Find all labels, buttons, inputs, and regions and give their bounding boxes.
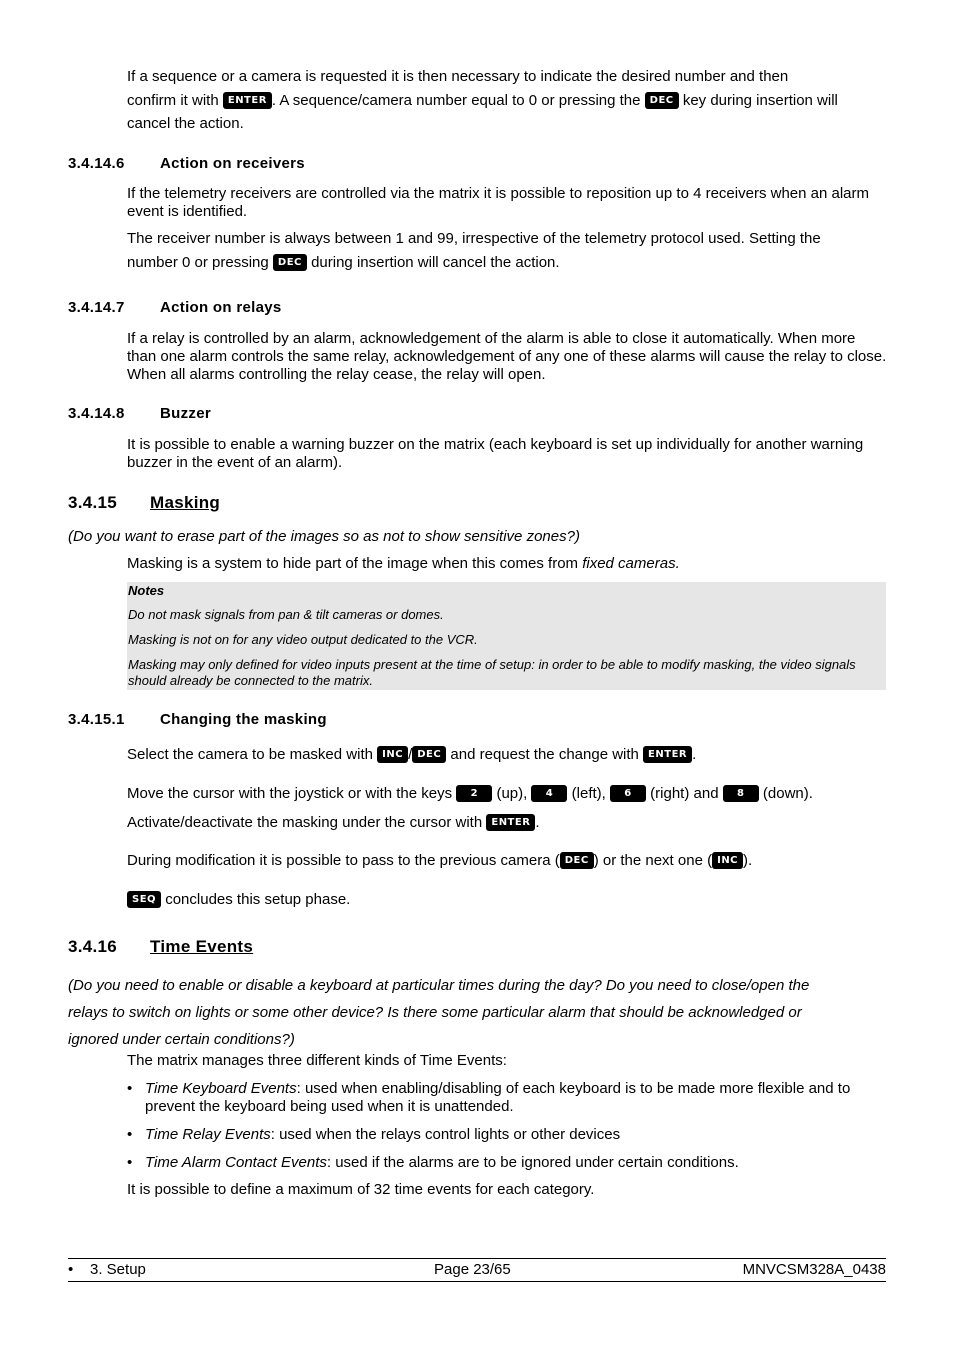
list-item-text: : used when enabling/disabling of each keyboard is to be made more flexible and to prevent the keyboard being used when it is unattended. [145,1080,851,1115]
changing-text: . [535,814,540,831]
changing-text: . [692,746,697,763]
section-title: Buzzer [160,405,211,422]
receivers-text: during insertion will cancel the action. [311,254,560,271]
section-title: Action on relays [160,299,282,316]
changing-text: (down). [762,785,813,802]
section-heading-receivers [68,155,305,172]
changing-text: and request the change with [450,746,639,763]
inc-key-icon: INC [377,746,408,763]
key-4-icon: 4 [531,785,567,802]
note-2: Masking is not on for any video output dedicated to the VCR. [128,632,478,647]
note-1: Do not mask signals from pan & tilt cameras or domes. [128,607,444,622]
relays-paragraph: If a relay is controlled by an alarm, acknowledgement of the alarm is able to close it automatically. When more than one alarm controls the same relay, acknowledgement of any one of these alarms will cause the relay to close. When all alarms controlling the relay cease, the relay will open. [127,330,887,383]
time-events-max: It is possible to define a maximum of 32 time events for each category. [127,1181,595,1198]
seq-key-icon: SEQ [127,891,161,908]
enter-key-icon: ENTER [486,814,535,831]
changing-line-4 [127,852,887,870]
section-heading-buzzer [68,405,211,422]
inc-key-icon: INC [712,852,743,869]
changing-text: ). [743,852,753,869]
list-item-term: Time Relay Events [145,1126,271,1143]
changing-text: / [408,746,413,763]
masking-text: Masking is a system to hide part of the image when this comes from [127,555,579,572]
list-item [145,1154,887,1172]
masking-question: (Do you want to erase part of the images so as not to show sensitive zones?) [68,528,580,545]
changing-line-3 [127,814,887,832]
section-heading-masking [68,493,220,513]
list-item-text: : used when the relays control lights or other devices [270,1126,621,1143]
masking-paragraph [127,555,887,573]
receivers-line [127,254,887,272]
section-number: 3.4.14.7 [68,299,125,316]
intro-line-1: If a sequence or a camera is requested it is then necessary to indicate the desired number and then [127,68,789,85]
notes-box [127,582,886,690]
bullet-icon: • [127,1080,133,1097]
time-events-paragraph: The matrix manages three different kinds of Time Events: [127,1052,507,1069]
section-title: Action on receivers [160,155,305,172]
intro-line-2 [127,92,887,115]
receivers-paragraph-2 [127,230,887,272]
intro-line-3: cancel the action. [127,115,244,132]
changing-text: (up), [496,785,528,802]
changing-text: ) or the next one ( [593,852,713,869]
changing-text: (left), [571,785,606,802]
changing-line-1 [127,746,887,764]
dec-key-icon: DEC [560,852,594,869]
section-heading-time-events [68,937,253,957]
receivers-line: The receiver number is always between 1 and 99, irrespective of the telemetry protocol used. Setting the [127,230,821,247]
footer-rule-bottom [68,1281,886,1282]
question-line: relays to switch on lights or some other device? Is there some particular alarm that should be acknowledged or [68,1004,802,1021]
receivers-paragraph-1: If the telemetry receivers are controlled via the matrix it is possible to reposition up to 4 receivers when an alarm event is identified. [127,185,870,220]
changing-text: Move the cursor with the joystick or with the keys [127,785,453,802]
section-number: 3.4.14.6 [68,155,125,172]
section-heading-relays [68,299,282,316]
enter-key-icon: ENTER [643,746,692,763]
changing-text: Select the camera to be masked with [127,746,373,763]
section-number: 3.4.15 [68,493,118,512]
receivers-text: number 0 or pressing [127,254,269,271]
intro-paragraph [127,68,887,133]
section-title: Changing the masking [160,711,327,728]
intro-text: confirm it with [127,92,219,109]
dec-key-icon: DEC [645,92,679,109]
key-6-icon: 6 [610,785,646,802]
note-3: Masking may only defined for video inputs present at the time of setup: in order to be able to modify masking, the video signals should already be connected to the matrix. [128,657,856,688]
intro-text: key during insertion will [682,92,838,109]
section-heading-changing-masking [68,711,327,728]
notes-title: Notes [128,583,165,598]
key-2-icon: 2 [456,785,492,802]
question-line: ignored under certain conditions?) [68,1031,295,1048]
time-events-question [68,972,888,1053]
section-number: 3.4.15.1 [68,711,125,728]
bullet-icon: • [127,1154,133,1171]
masking-text-italic: fixed cameras. [582,555,680,572]
section-number: 3.4.16 [68,937,118,956]
dec-key-icon: DEC [412,746,446,763]
intro-text: . A sequence/camera number equal to 0 or pressing the [271,92,641,109]
footer-page-number: Page 23/65 [434,1261,511,1278]
buzzer-paragraph: It is possible to enable a warning buzzer on the matrix (each keyboard is set up individually for another warning buzzer in the event of an alarm). [127,436,864,471]
changing-text: concludes this setup phase. [165,891,351,908]
changing-text: During modification it is possible to pass to the previous camera ( [127,852,560,869]
section-number: 3.4.14.8 [68,405,125,422]
question-line: (Do you need to enable or disable a keyboard at particular times during the day? Do you need to close/open the [68,977,810,994]
dec-key-icon: DEC [273,254,307,271]
section-title: Masking [150,493,221,512]
list-item-term: Time Alarm Contact Events [145,1154,327,1171]
list-item-text: : used if the alarms are to be ignored under certain conditions. [326,1154,739,1171]
changing-line-2 [127,785,887,803]
footer-document-code: MNVCSM328A_0438 [742,1261,886,1278]
list-item [145,1126,887,1144]
enter-key-icon: ENTER [223,92,272,109]
footer-bullet: • [68,1261,74,1278]
footer-rule-top [68,1258,886,1259]
changing-text: Activate/deactivate the masking under the cursor with [127,814,483,831]
changing-line-5 [127,891,887,909]
section-title: Time Events [150,937,254,956]
list-item-term: Time Keyboard Events [145,1080,297,1097]
footer-section: 3. Setup [90,1261,146,1278]
changing-text: (right) and [650,785,719,802]
bullet-icon: • [127,1126,133,1143]
key-8-icon: 8 [723,785,759,802]
list-item [145,1080,887,1116]
